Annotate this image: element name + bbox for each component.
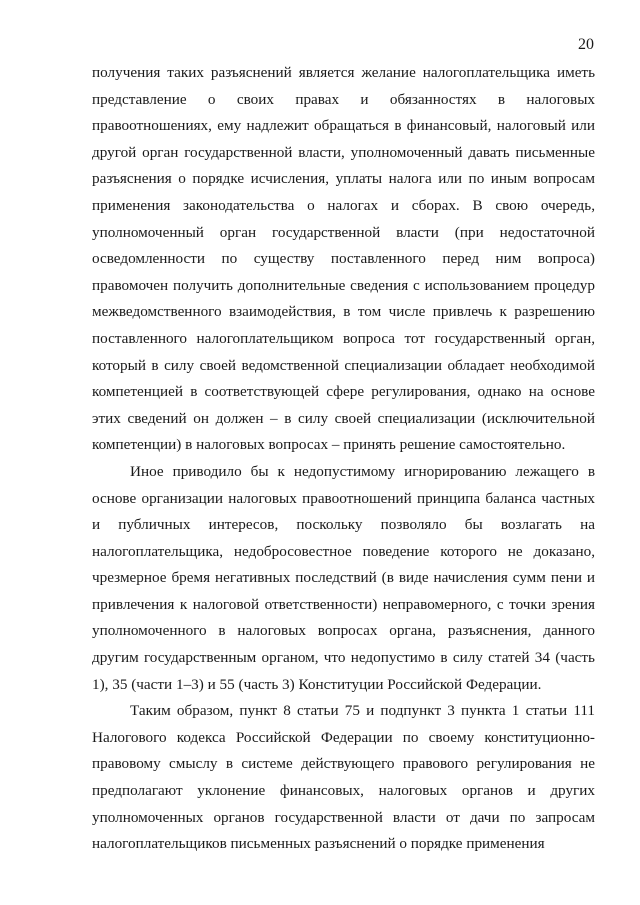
paragraph: Таким образом, пункт 8 статьи 75 и подпункт 3 пункта 1 статьи 111 Налогового кодекса Российской Федерации по своему конституционно-правовому смыслу в системе действующего правового регулирования не предполагают уклонение финансовых, налоговых органов и других уполномоченных органов государственной власти от дачи по запросам налогоплательщиков письменных разъяснений о порядке применения <box>92 702 595 853</box>
page-number: 20 <box>578 36 594 53</box>
paragraph-continuation: получения таких разъяснений является желание налогоплательщика иметь представление о своих правах и обязанностях в налоговых правоотношениях, ему надлежит обращаться в финансовый, налоговый или другой орган государственной власти, уполномоченный давать письменные разъяснения о порядке исчисления, уплаты налога или по иным вопросам применения законодательства о налогах и сборах. В свою очередь, уполномоченный орган государственной власти (при недостаточной осведомленности по существу поставленного перед ним вопроса) правомочен получить дополнительные сведения с использованием процедур межведомственного взаимодействия, в том числе привлечь к разрешению поставленного налогоплательщиком вопроса тот государственный орган, который в силу своей ведомственной специализации обладает необходимой компетенцией в соответствующей сфере регулирования, однако на основе этих сведений он должен – в силу своей специализации (исключительной компетенции) в налоговых вопросах – принять решение самостоятельно. <box>92 64 595 454</box>
paragraph: Иное приводило бы к недопустимому игнорированию лежащего в основе организации налоговых правоотношений принципа баланса частных и публичных интересов, поскольку позволяло бы возлагать на налогоплательщика, недобросовестное поведение которого не доказано, чрезмерное бремя негативных последствий (в виде начисления сумм пени и привлечения к налоговой ответственности) неправомерного, с точки зрения уполномоченного в налоговых вопросах органа, разъяснения, данного другим государственным органом, что недопустимо в силу статей 34 (часть 1), 35 (части 1–3) и 55 (часть 3) Конституции Российской Федерации. <box>92 462 595 693</box>
document-body <box>92 60 595 858</box>
